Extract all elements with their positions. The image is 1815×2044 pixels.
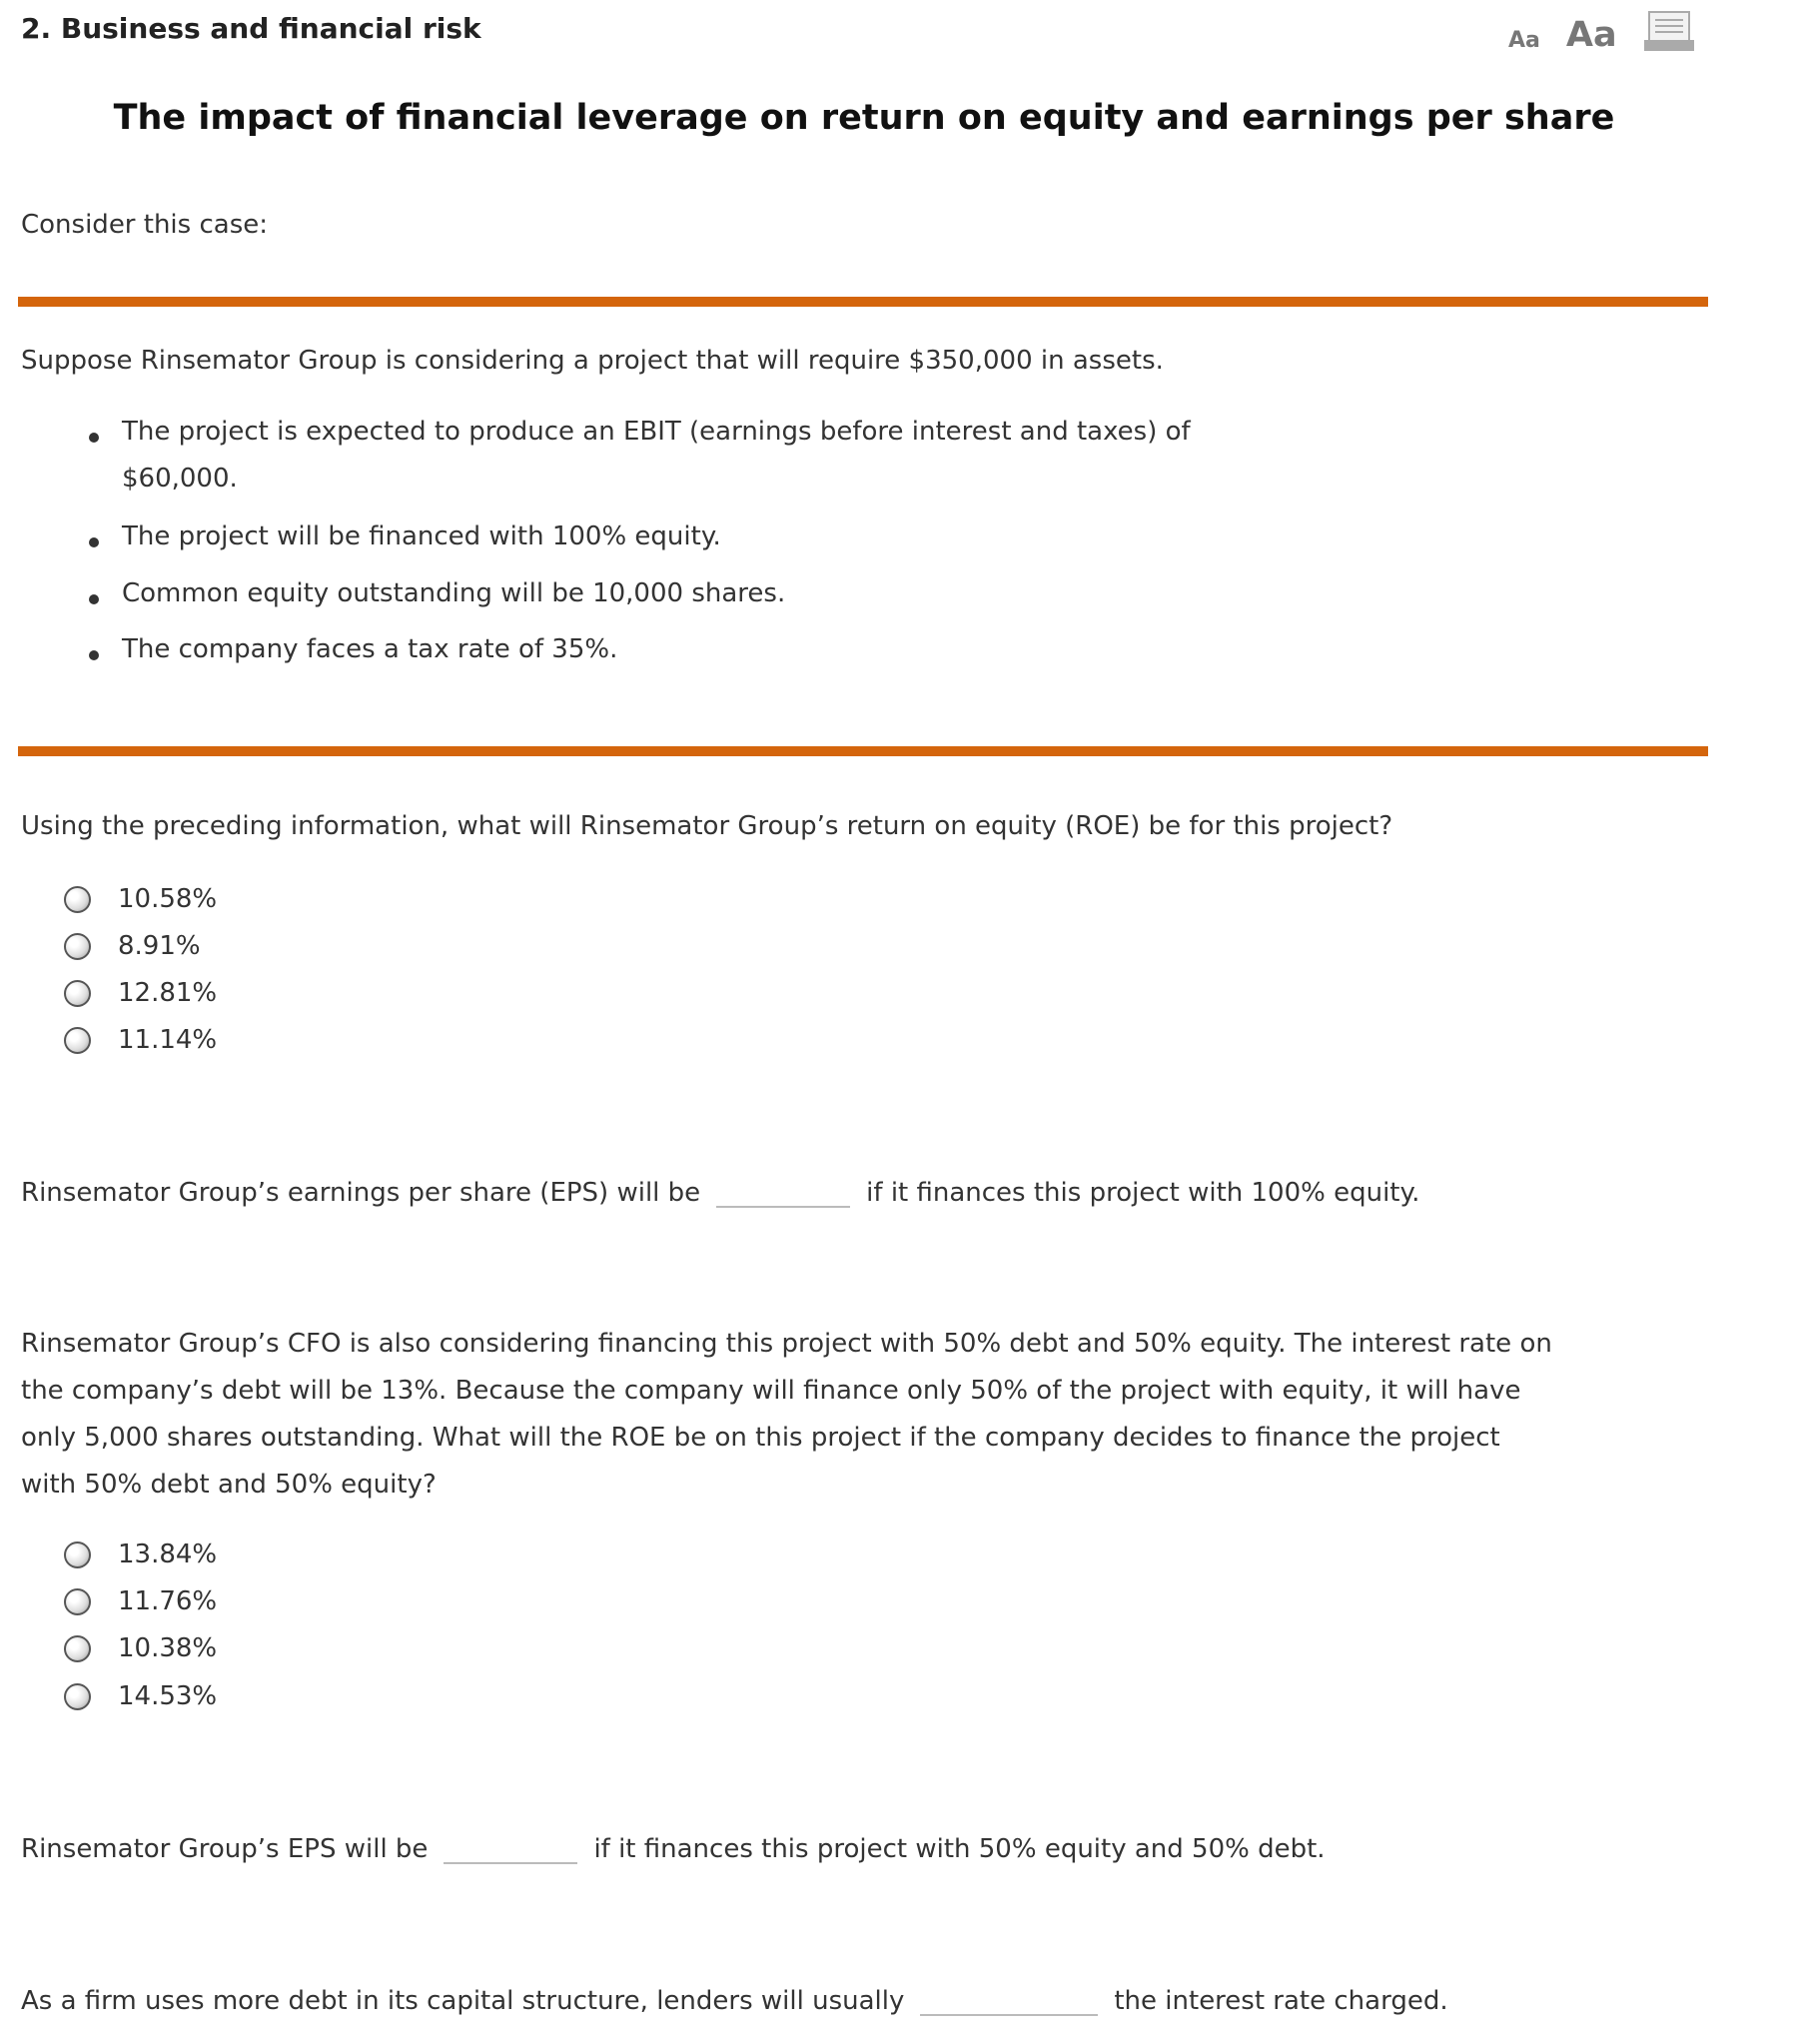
radio-option[interactable]: 14.53% bbox=[64, 1681, 217, 1711]
question-roe: Using the preceding information, what will Rinsemator Group’s return on equity (ROE) be for this project? bbox=[21, 811, 1393, 841]
radio-button[interactable] bbox=[64, 1027, 91, 1054]
question-interest-rate: As a firm uses more debt in its capital structure, lenders will usually the interest rate charged. bbox=[21, 1986, 1448, 2016]
case-lead: Suppose Rinsemator Group is considering a project that will require $350,000 in assets. bbox=[21, 346, 1164, 376]
interest-rate-dropdown[interactable] bbox=[920, 1984, 1098, 2016]
bullet-icon bbox=[89, 433, 99, 443]
section-heading: 2. Business and financial risk bbox=[21, 12, 481, 45]
question-eps: Rinsemator Group’s earnings per share (EPS) will be if it finances this project with 100% equity. bbox=[21, 1178, 1420, 1208]
radio-button[interactable] bbox=[64, 933, 91, 960]
radio-button[interactable] bbox=[64, 1541, 91, 1568]
radio-button[interactable] bbox=[64, 1683, 91, 1710]
increase-font-button[interactable]: Aa bbox=[1565, 14, 1617, 55]
radio-option[interactable]: 12.81% bbox=[64, 978, 217, 1008]
radio-button[interactable] bbox=[64, 980, 91, 1007]
radio-option[interactable]: 11.76% bbox=[64, 1586, 217, 1616]
radio-option[interactable]: 13.84% bbox=[64, 1539, 217, 1569]
radio-option[interactable]: 10.38% bbox=[64, 1633, 217, 1663]
eps-dropdown[interactable] bbox=[716, 1176, 850, 1208]
divider bbox=[18, 746, 1708, 756]
page-title: The impact of financial leverage on return on equity and earnings per share bbox=[113, 98, 1615, 138]
radio-button[interactable] bbox=[64, 1635, 91, 1662]
toolbar bbox=[1508, 10, 1695, 59]
list-item-continuation: $60,000. bbox=[122, 464, 238, 494]
radio-option[interactable]: 10.58% bbox=[64, 884, 217, 914]
intro-text: Consider this case: bbox=[21, 210, 268, 240]
bullet-icon bbox=[89, 594, 99, 604]
eps-leverage-dropdown[interactable] bbox=[444, 1832, 577, 1864]
bullet-icon bbox=[89, 650, 99, 660]
printer-icon[interactable] bbox=[1643, 10, 1695, 59]
bullet-icon bbox=[89, 537, 99, 547]
radio-option[interactable]: 8.91% bbox=[64, 931, 201, 961]
decrease-font-button[interactable]: Aa bbox=[1508, 28, 1540, 53]
question-eps-leverage: Rinsemator Group’s EPS will be if it finances this project with 50% equity and 50% debt. bbox=[21, 1834, 1326, 1864]
divider bbox=[18, 297, 1708, 307]
question-leverage-roe: Rinsemator Group’s CFO is also considering financing this project with 50% debt and 50% equity. The interest rate on the company’s debt will be 13%. Because the company will finance only 50% of the project with equity, it will have only 5,000 shares outstanding. What will the ROE be on this project if the company decides to finance the project with 50% debt and 50% equity? bbox=[21, 1329, 1552, 1500]
radio-button[interactable] bbox=[64, 1588, 91, 1615]
radio-option[interactable]: 11.14% bbox=[64, 1025, 217, 1055]
radio-button[interactable] bbox=[64, 886, 91, 913]
